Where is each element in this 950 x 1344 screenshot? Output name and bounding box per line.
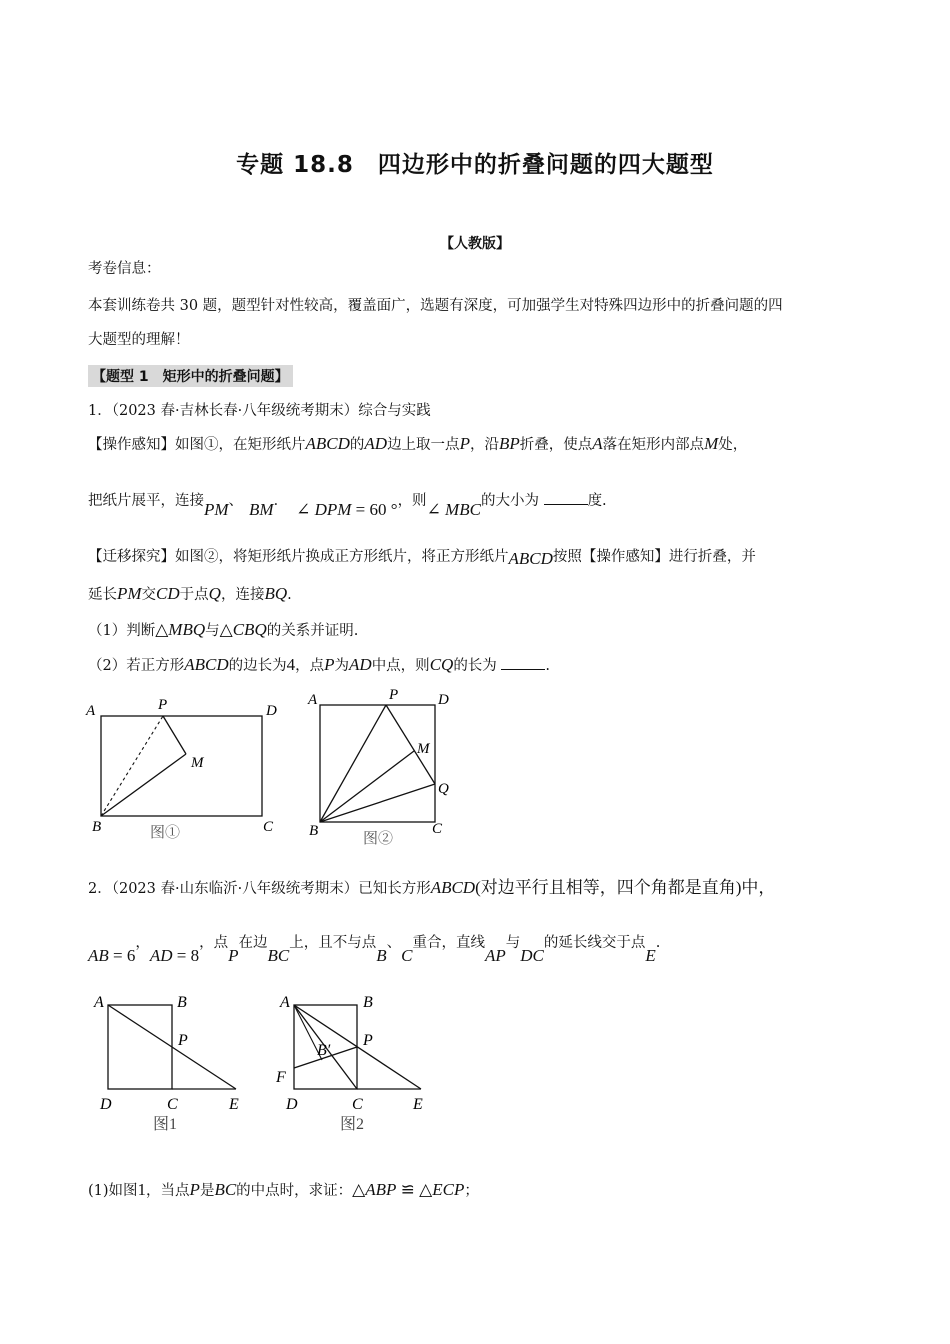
square-abcd [320, 705, 435, 822]
figure-caption-2: 图② [363, 831, 394, 847]
segment-pm [163, 716, 186, 754]
label-q: Q [438, 781, 449, 797]
segment-bq [320, 784, 435, 822]
label-c: C [352, 1096, 363, 1113]
label-d: D [266, 703, 277, 719]
rectangle-abcd [101, 716, 262, 816]
label-p: P [178, 1032, 188, 1049]
q2-subquestion-1: (1)如图1，当点P是BC的中点时，求证：△ABP ≌ △ECP； [88, 1180, 479, 1199]
q2-figure-2 [270, 988, 440, 1138]
segment-bm [320, 751, 414, 822]
q1-paragraph-2: 把纸片展平，连接PM、 BM． ∠ DPM = 60 °，则∠ MBC的大小为 度. [88, 490, 607, 511]
q1-subquestion-1: （1）判断△MBQ与△CBQ的关系并证明. [88, 620, 359, 639]
figure-caption-1: 图① [150, 825, 181, 841]
label-m: M [191, 755, 204, 771]
edition-label: 【人教版】 [440, 236, 510, 252]
label-c: C [432, 821, 443, 837]
label-m: M [417, 741, 430, 757]
label-a: A [94, 994, 104, 1011]
label-a: A [308, 692, 318, 708]
segment-bp [320, 705, 386, 822]
figure-caption-q2-2: 图2 [340, 1116, 365, 1133]
label-p: P [389, 687, 399, 703]
info-line-1: 本套训练卷共 30 题，题型针对性较高，覆盖面广，选题有深度，可加强学生对特殊四边形中的折叠问题的四 [88, 298, 783, 314]
q2-given: AB = 6，AD = 8，点P在边BC上，且不与点B、C重合，直线AP与DC的延长线交于点E. [88, 935, 661, 965]
q1-subquestion-2: （2）若正方形ABCD的边长为4，点P为AD中点，则CQ的长为 . [88, 655, 551, 674]
label-b: B [363, 994, 373, 1011]
q1-paragraph-1: 【操作感知】如图①，在矩形纸片ABCD的AD边上取一点P，沿BP折叠，使点A落在矩形内部点M处， [88, 434, 748, 453]
q1-answer-blank-2 [501, 655, 545, 670]
label-p: P [158, 697, 168, 713]
label-c: C [263, 819, 274, 835]
label-e: E [413, 1096, 423, 1113]
label-c: C [167, 1096, 178, 1113]
q1-heading: 1．（2023 春·吉林长春·八年级统考期末）综合与实践 [88, 403, 431, 419]
figure-caption-q2-1: 图1 [153, 1116, 178, 1133]
q2-heading: 2．（2023 春·山东临沂·八年级统考期末）已知长方形ABCD(对边平行且相等，四个角都是直角)中， [88, 878, 776, 897]
info-label: 考卷信息： [88, 261, 161, 277]
label-b: B [92, 819, 102, 835]
label-d: D [100, 1096, 112, 1113]
label-p: P [363, 1032, 373, 1049]
segment-bm [101, 754, 186, 816]
label-a: A [86, 703, 96, 719]
q1-figure-2 [300, 683, 470, 853]
q1-paragraph-4: 延长PM交CD于点Q，连接BQ. [88, 584, 292, 603]
q1-answer-blank-1 [544, 490, 588, 505]
q1-paragraph-3: 【迁移探究】如图②，将矩形纸片换成正方形纸片，将正方形纸片ABCD按照【操作感知】进行折叠，并 [88, 549, 756, 568]
fold-line-bp [101, 716, 163, 816]
section-heading-1: 【题型 1 矩形中的折叠问题】 [88, 365, 293, 387]
rectangle-abcd [108, 1005, 172, 1089]
label-d: D [438, 692, 449, 708]
q2-figure-1 [86, 988, 256, 1138]
label-b: B [309, 823, 319, 839]
label-f: F [276, 1069, 286, 1086]
info-line-2: 大题型的理解！ [88, 332, 190, 348]
label-d: D [286, 1096, 298, 1113]
label-b-prime: B′ [317, 1042, 331, 1059]
label-b: B [177, 994, 187, 1011]
label-a: A [280, 994, 290, 1011]
label-e: E [229, 1096, 239, 1113]
q1-figure-1 [80, 688, 290, 850]
page-title: 专题 18.8 四边形中的折叠问题的四大题型 [236, 152, 714, 178]
